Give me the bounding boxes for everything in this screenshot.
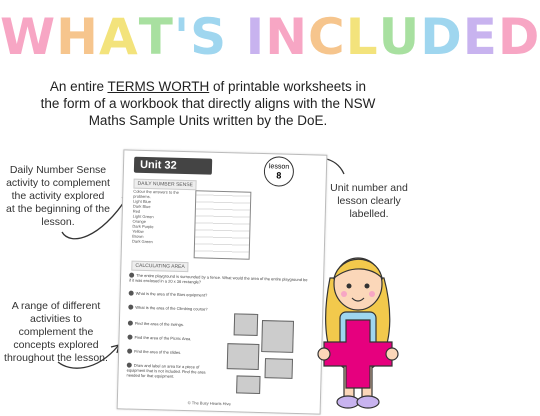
color-name: Yellow <box>132 228 144 234</box>
color-name: Dark Purple <box>132 223 154 230</box>
unit-label: Unit 32 <box>134 157 212 175</box>
color-name: Red <box>132 208 141 214</box>
title-letter: U <box>378 8 421 66</box>
lesson-badge <box>264 156 295 187</box>
title-letter: W <box>0 8 57 66</box>
color-name: Dark Green <box>131 238 153 245</box>
title-letter: L <box>345 8 379 66</box>
question-item: What is the area of the Climbing course? <box>128 305 218 313</box>
colour-by-number-picture <box>194 190 252 259</box>
playground-plan <box>222 313 304 399</box>
title-letter: S <box>190 8 228 66</box>
worksheet-preview <box>117 149 328 414</box>
plan-bars <box>234 313 259 336</box>
note-daily-number-sense: Daily Number Sense activity to complement the activity explored at the beginning of the lesson. <box>6 164 110 228</box>
description-before: An entire <box>49 79 108 94</box>
title-letter: D <box>497 8 540 66</box>
question-item: Draw and label an area for a piece of equipment that is not included. Find the area needed for that equipment. <box>126 362 206 380</box>
lesson-label: lesson <box>268 163 290 171</box>
title-letter: T <box>138 8 174 66</box>
worksheet-footer: © The Busy Hearts Hive <box>187 400 231 407</box>
plan-climbing <box>261 320 294 353</box>
question-item: Find the area of the Picnic Area. <box>127 335 217 343</box>
question-item: Find the area of the slides. <box>127 349 217 357</box>
note-activities: A range of different activities to complement the concepts explored throughout the lesson. <box>4 300 108 364</box>
title-letter: I <box>245 8 266 66</box>
title-letter: ' <box>173 8 191 66</box>
title-letter: H <box>56 8 100 66</box>
plan-slides <box>236 375 260 394</box>
section-calculating-area: CALCULATING AREA <box>131 261 189 272</box>
plan-swings <box>264 358 293 379</box>
girl-with-plus-sign-icon <box>300 238 416 416</box>
section1-instruction: Colour the answers to the problems. <box>133 188 179 200</box>
description-after: of printable worksheets in the form of a workbook that directly aligns with the NSW Maths Sample Units written by the DoE. <box>40 79 376 128</box>
color-name: Dark Blue <box>132 203 151 210</box>
lesson-number: 8 <box>276 170 282 181</box>
question-item: Find the area of the swings. <box>128 321 218 329</box>
title-letter: E <box>462 8 498 66</box>
color-name: Light Green <box>132 213 154 220</box>
note-unit-lesson: Unit number and lesson clearly labelled. <box>330 182 408 220</box>
description-emphasis: TERMS WORTH <box>107 79 210 94</box>
plan-picnic <box>227 343 260 370</box>
section-daily-number-sense: DAILY NUMBER SENSE <box>133 179 197 191</box>
title-letter: A <box>99 8 139 66</box>
color-key <box>132 199 191 246</box>
title-letter: N <box>265 8 309 66</box>
title-letter: C <box>308 8 346 66</box>
question-item: What is the area of the Bars equipment? <box>129 291 219 299</box>
color-name: Orange <box>132 218 146 224</box>
color-name: Light Blue <box>133 198 151 205</box>
question-item: The entire playground is surrounded by a fence. What would the area of the entire playground be if it was enclosed in a 20 x 36 rectangle? <box>128 272 308 285</box>
color-name: Brown <box>132 233 144 239</box>
title-letter: D <box>420 8 463 66</box>
